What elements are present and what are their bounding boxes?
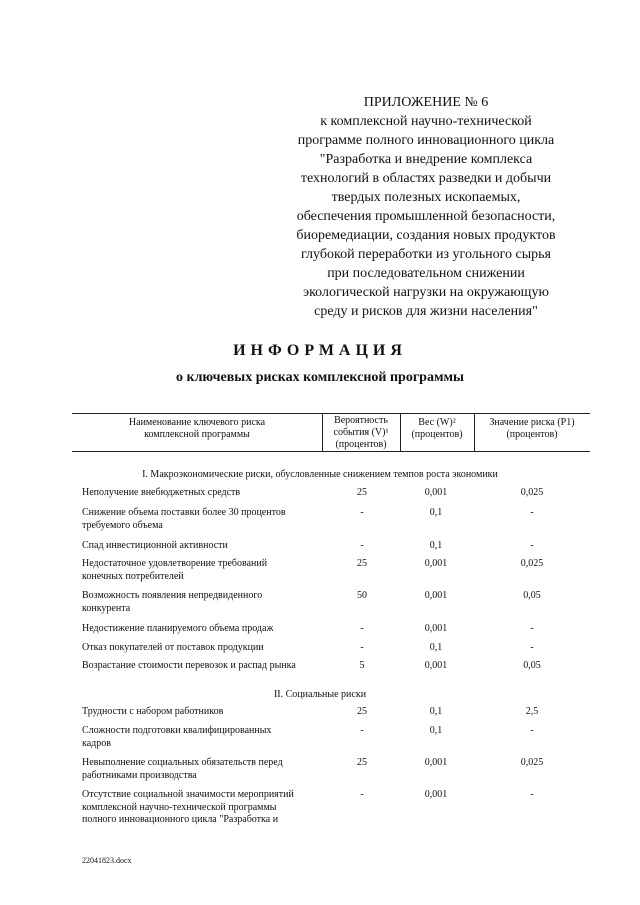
risk-name: [82, 706, 297, 719]
probability-value: -: [360, 642, 364, 653]
column-divider: [322, 413, 323, 451]
weight-value: 0,001: [424, 789, 448, 800]
table-header-rule: [72, 451, 590, 452]
risk-value: -: [530, 725, 534, 736]
probability-value: -: [360, 507, 364, 518]
risk-name-line: Возрастание стоимости перевозок и распад рынка: [82, 660, 296, 671]
probability-value: 5: [359, 660, 365, 671]
column-divider: [400, 413, 401, 451]
appendix-line: биоремедиации, создания новых продуктов: [296, 228, 556, 243]
appendix-line: технологий в областях разведки и добычи: [300, 171, 552, 186]
probability-value: 25: [357, 757, 367, 768]
risk-name-line: Отказ покупателей от поставок продукции: [82, 642, 264, 653]
risk-value: 0,025: [520, 558, 544, 569]
weight-value: 0,1: [429, 725, 443, 736]
risk-name-line: работниками производства: [82, 769, 197, 781]
risk-name-line: Недостаточное удовлетворение требований: [82, 558, 268, 569]
appendix-line: обеспечения промышленной безопасности,: [296, 209, 556, 224]
risk-name-line: требуемого объема: [82, 519, 163, 531]
risk-name: [82, 642, 297, 655]
risk-value: -: [530, 642, 534, 653]
risk-value: 0,025: [520, 757, 544, 768]
table-top-rule: [72, 413, 590, 414]
section-title: I. Макроэкономические риски, обусловленные снижением темпов роста экономики: [142, 469, 498, 480]
probability-value: -: [360, 725, 364, 736]
probability-value: 50: [357, 590, 367, 601]
probability-value: -: [360, 623, 364, 634]
risk-name: [82, 660, 297, 673]
header-risk-value: Значение риска (P1) (процентов): [489, 417, 575, 440]
appendix-line: ПРИЛОЖЕНИЕ № 6: [363, 95, 489, 110]
appendix-line: программе полного инновационного цикла: [297, 133, 555, 148]
risk-name-line: Сложности подготовки квалифицированных: [82, 725, 272, 736]
appendix-line: глубокой переработки из угольного сырья: [301, 247, 551, 262]
header-risk-name: Наименование ключевого риска комплексной программы: [128, 417, 266, 440]
weight-value: 0,1: [429, 507, 443, 518]
weight-value: 0,001: [424, 590, 448, 601]
probability-value: 25: [357, 487, 367, 498]
risk-name-line: Спад инвестиционной активности: [82, 540, 228, 551]
risk-name-line: полного инновационного цикла "Разработка и: [82, 814, 279, 825]
risk-name: [82, 507, 297, 532]
risk-name-line: Недостижение планируемого объема продаж: [82, 623, 274, 634]
risk-value: -: [530, 623, 534, 634]
risk-value: -: [530, 507, 534, 518]
probability-value: -: [360, 789, 364, 800]
appendix-line: экологической нагрузки на окружающую: [303, 285, 549, 300]
risk-name-line: Отсутствие социальной значимости мероприятий: [82, 789, 294, 800]
risk-value: -: [530, 540, 534, 551]
weight-value: 0,001: [424, 660, 448, 671]
document-subtitle: о ключевых рисках комплексной программы: [176, 370, 464, 385]
appendix-line: твердых полезных ископаемых,: [331, 190, 521, 205]
weight-value: 0,001: [424, 558, 448, 569]
probability-value: -: [360, 540, 364, 551]
risk-value: 0,05: [523, 660, 541, 671]
weight-value: 0,1: [429, 706, 443, 717]
risk-name-line: кадров: [82, 737, 111, 749]
risk-name-line: конечных потребителей: [82, 570, 184, 582]
header-probability: Вероятность события (V)¹ (процентов): [333, 415, 389, 450]
weight-value: 0,001: [424, 623, 448, 634]
risk-name-line: Снижение объема поставки более 30 процентов: [82, 507, 286, 518]
risk-name: [82, 757, 297, 782]
risk-name: [82, 487, 297, 500]
risk-name: [82, 558, 297, 583]
appendix-line: "Разработка и внедрение комплекса: [319, 152, 533, 167]
risk-name-line: комплексной научно-технической программы: [82, 801, 277, 813]
risk-name: [82, 789, 297, 827]
file-footer: 22041823.docx: [82, 856, 132, 865]
section-title: II. Социальные риски: [273, 689, 367, 700]
risk-value: 0,05: [523, 590, 541, 601]
header-weight: Вес (W)² (процентов): [411, 417, 463, 440]
weight-value: 0,1: [429, 642, 443, 653]
weight-value: 0,001: [424, 757, 448, 768]
risk-value: 0,025: [520, 487, 544, 498]
appendix-line: при последовательном снижении: [327, 266, 525, 281]
probability-value: 25: [357, 558, 367, 569]
appendix-heading: [272, 93, 580, 321]
document-title: ИНФОРМАЦИЯ: [233, 342, 407, 359]
appendix-line: среду и рисков для жизни населения": [314, 304, 538, 319]
weight-value: 0,001: [424, 487, 448, 498]
risk-name: [82, 623, 297, 636]
risk-name-line: Невыполнение социальных обязательств перед: [82, 757, 283, 768]
risk-value: 2,5: [525, 706, 539, 717]
risk-name: [82, 725, 297, 750]
weight-value: 0,1: [429, 540, 443, 551]
risk-name-line: Возможность появления непредвиденного: [82, 590, 263, 601]
risk-name-line: Трудности с набором работников: [82, 706, 224, 717]
risk-value: -: [530, 789, 534, 800]
column-divider: [474, 413, 475, 451]
probability-value: 25: [357, 706, 367, 717]
risk-name: [82, 590, 297, 615]
risk-name-line: конкурента: [82, 602, 131, 614]
appendix-line: к комплексной научно-технической: [320, 114, 532, 129]
risk-name: [82, 540, 297, 553]
risk-name-line: Неполучение внебюджетных средств: [82, 487, 241, 498]
